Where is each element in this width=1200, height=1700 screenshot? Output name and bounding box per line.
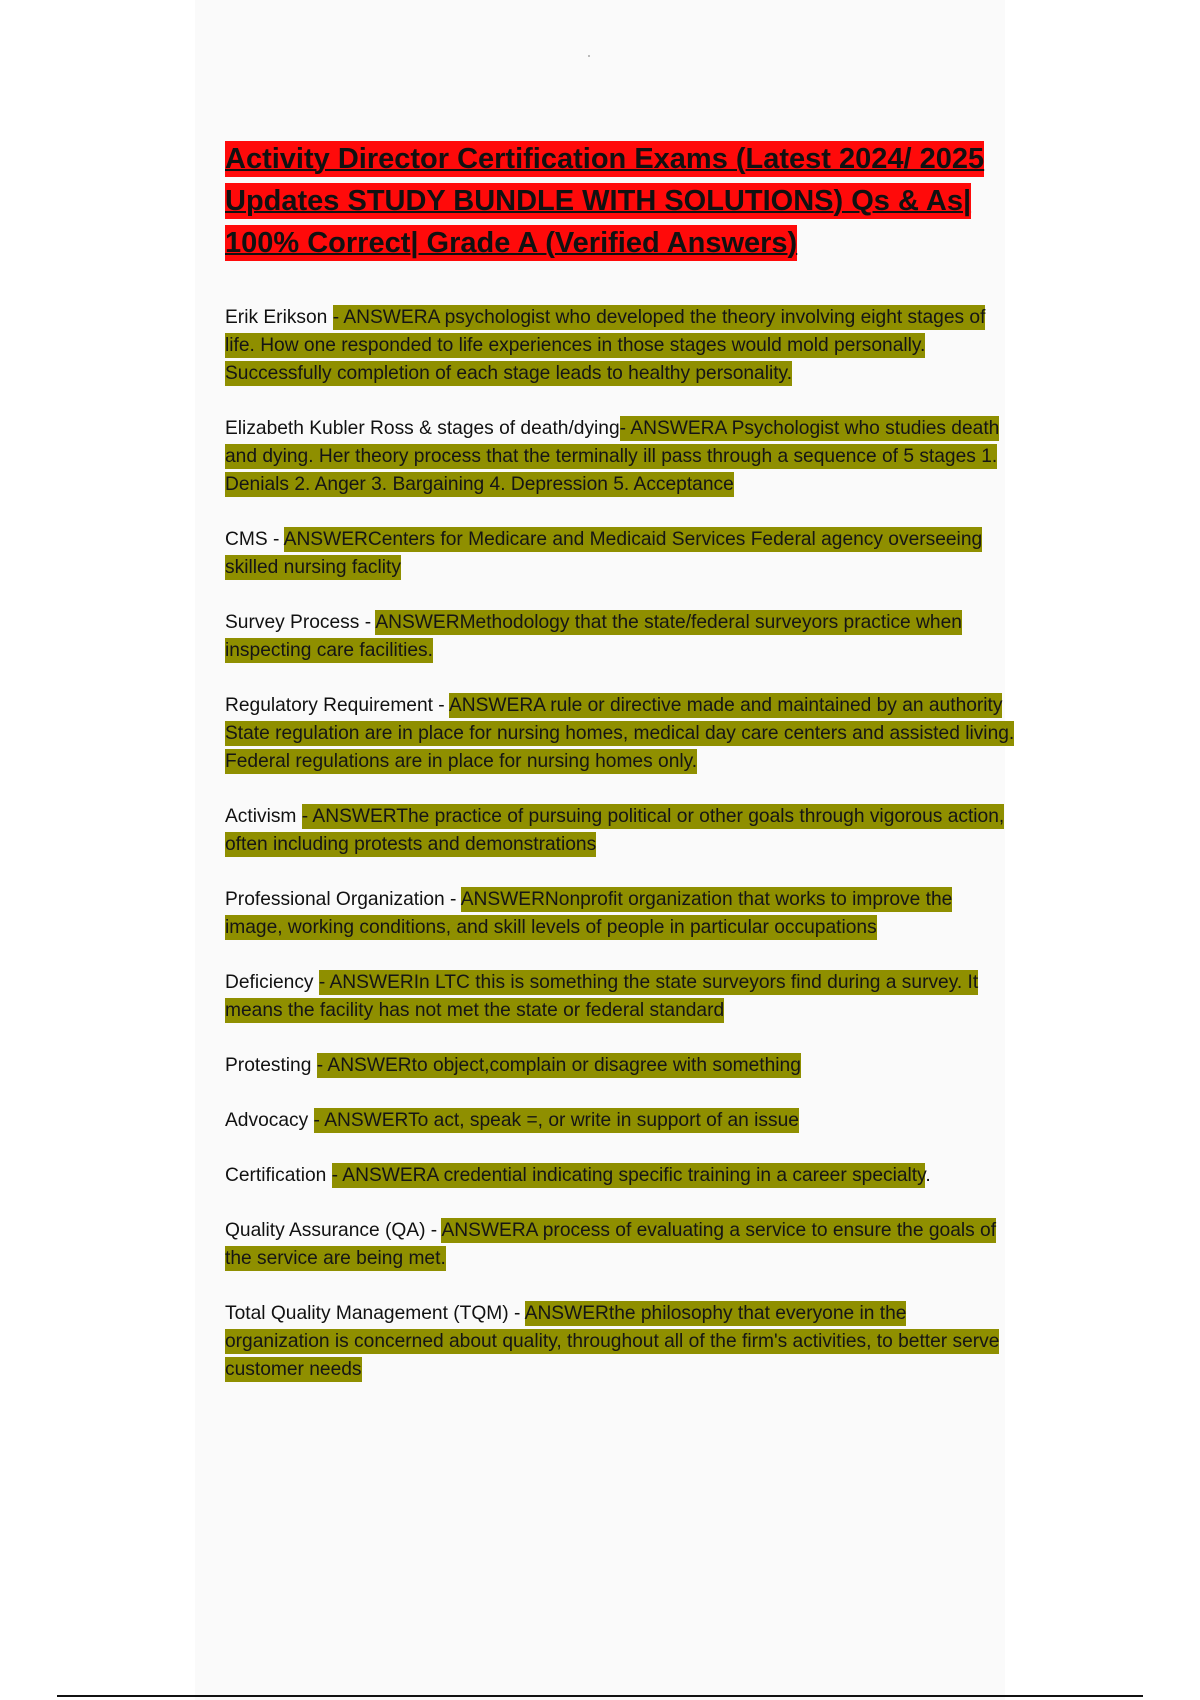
- qa-answer: - ANSWERA credential indicating specific training in a career specialty: [331, 1165, 926, 1186]
- qa-entry: [225, 803, 1015, 859]
- qa-answer: ANSWERA process of evaluating a service to ensure the goals of the service are being met.: [225, 1220, 997, 1269]
- qa-entry: [225, 526, 1015, 582]
- qa-entry: [225, 886, 1015, 942]
- qa-term: Deficiency: [225, 972, 319, 993]
- qa-term: Elizabeth Kubler Ross & stages of death/dying: [225, 418, 620, 439]
- qa-term: CMS -: [225, 529, 284, 550]
- qa-answer: ANSWERNonprofit organization that works to improve the image, working conditions, and skill levels of people in particular occupations: [225, 889, 953, 938]
- qa-answer: - ANSWERIn LTC this is something the state surveyors find during a survey. It means the facility has not met the state or federal standard: [225, 972, 979, 1021]
- qa-term: Activism: [225, 806, 302, 827]
- qa-entry: [225, 1217, 1015, 1273]
- document-title-text: Activity Director Certification Exams (Latest 2024/ 2025 Updates STUDY BUNDLE WITH SOLUTIONS) Qs & As| 100% Correct| Grade A (Verified Answers): [225, 143, 985, 259]
- qa-entry: [225, 1300, 1015, 1384]
- qa-entry: [225, 304, 1015, 388]
- qa-entry: [225, 415, 1015, 499]
- qa-list: [225, 304, 1015, 1411]
- qa-entry: [225, 692, 1015, 776]
- document-title: [225, 138, 1015, 264]
- qa-answer: - ANSWERThe practice of pursuing political or other goals through vigorous action, often including protests and demonstrations: [225, 806, 1005, 855]
- qa-answer: ANSWERMethodology that the state/federal surveyors practice when inspecting care facilities.: [225, 612, 962, 661]
- qa-term: Total Quality Management (TQM) -: [225, 1303, 525, 1324]
- qa-answer: - ANSWERto object,complain or disagree with something: [316, 1055, 801, 1076]
- qa-answer: ANSWERthe philosophy that everyone in the organization is concerned about quality, throughout all of the firm's activities, to better serve customer needs: [225, 1303, 1000, 1380]
- qa-entry: [225, 1162, 1015, 1190]
- qa-answer: - ANSWERA psychologist who developed the theory involving eight stages of life. How one responded to life experiences in those stages would mold personally. Successfully completion of each stage leads to healthy personality.: [225, 307, 986, 384]
- qa-answer: - ANSWERTo act, speak =, or write in support of an issue: [313, 1110, 799, 1131]
- qa-entry: [225, 969, 1015, 1025]
- qa-entry: [225, 1107, 1015, 1135]
- qa-entry: [225, 609, 1015, 665]
- qa-answer: ANSWERA rule or directive made and maintained by an authority State regulation are in place for nursing homes, medical day care centers and assisted living. Federal regulations are in place for nursing homes only.: [225, 695, 1015, 772]
- qa-term: Erik Erikson: [225, 307, 333, 328]
- footer-rule: [57, 1695, 1143, 1697]
- qa-entry: [225, 1052, 1015, 1080]
- qa-term: Advocacy: [225, 1110, 314, 1131]
- qa-answer: - ANSWERA Psychologist who studies death and dying. Her theory process that the terminally ill pass through a sequence of 5 stages 1. Denials 2. Anger 3. Bargaining 4. Depression 5. Acceptance: [225, 418, 1000, 495]
- page-speck: [588, 55, 590, 57]
- qa-term: Professional Organization -: [225, 889, 461, 910]
- qa-answer: ANSWERCenters for Medicare and Medicaid Services Federal agency overseeing skilled nursing faclity: [225, 529, 983, 578]
- qa-term: Protesting: [225, 1055, 317, 1076]
- qa-term: Survey Process -: [225, 612, 376, 633]
- qa-trailing-punctuation: .: [925, 1165, 931, 1186]
- qa-term: Regulatory Requirement -: [225, 695, 449, 716]
- qa-term: Certification: [225, 1165, 332, 1186]
- qa-term: Quality Assurance (QA) -: [225, 1220, 442, 1241]
